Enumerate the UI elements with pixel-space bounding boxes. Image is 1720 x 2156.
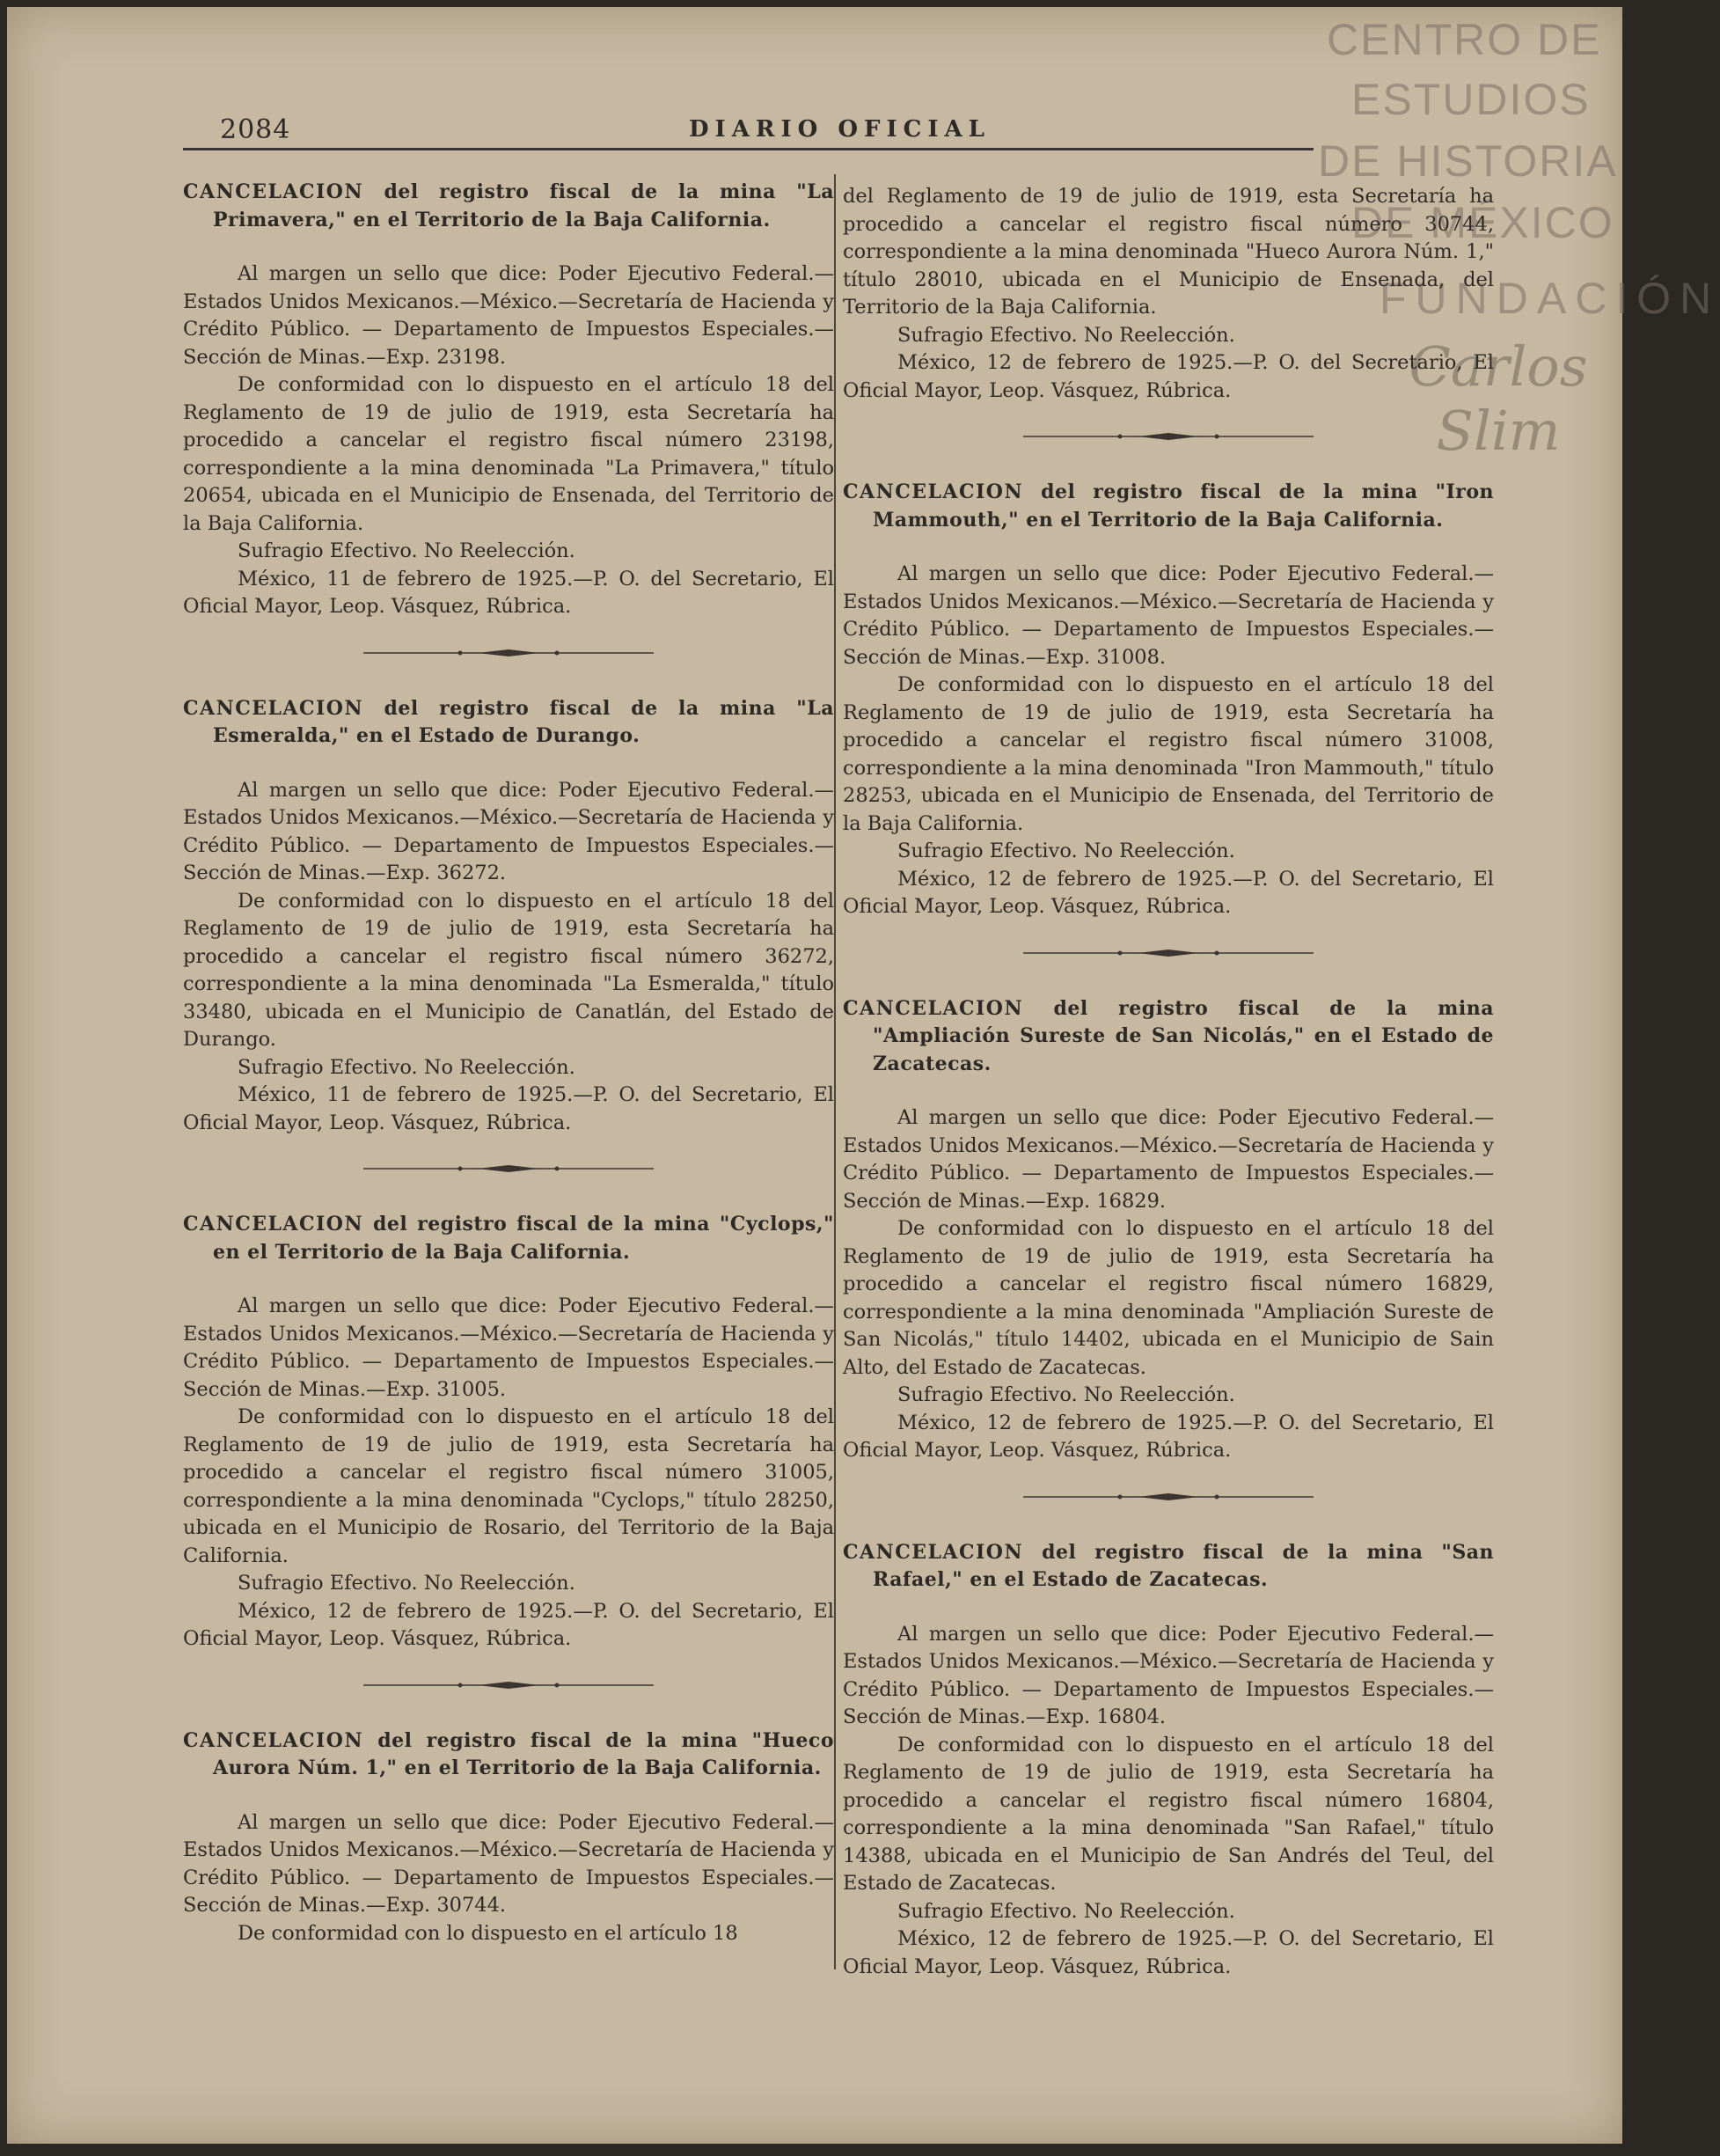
notice-body: De conformidad con lo dispuesto en el artículo 18 del Reglamento de 19 de julio de 1919, esta Secretaría ha procedido a cancelar el registro fiscal número 31005, correspondiente a la mina denominada "Cyclops," título 28250, ubicada en el Municipio de Rosario, del Territorio de la Baja California. xyxy=(183,1405,834,1567)
left-column xyxy=(183,179,834,1970)
notice-entry xyxy=(183,1727,834,1948)
notice-motto: Sufragio Efectivo. No Reelección. xyxy=(238,1572,575,1595)
notice-signature: México, 11 de febrero de 1925.—P. O. del Secretario, El Oficial Mayor, Leop. Vásquez, Rúbrica. xyxy=(183,567,834,618)
notice-stamp: Al margen un sello que dice: Poder Ejecutivo Federal.—Estados Unidos Mexicanos.—México.—Secretaría de Hacienda y Crédito Público. — Departamento de Impuestos Especiales.—Sección de Minas.—Exp. 30744. xyxy=(183,1810,834,1917)
watermark-signature: Carlos Slim xyxy=(1409,334,1588,463)
notice-body: De conformidad con lo dispuesto en el artículo 18 del Reglamento de 19 de julio de 1919, esta Secretaría ha procedido a cancelar el registro fiscal número 16804, correspondiente a la mina denominada "San Rafael," título 14388, ubicada en el Municipio de San Andrés del Teul, del Estado de Zacatecas. xyxy=(843,1733,1494,1895)
notice-stamp: Al margen un sello que dice: Poder Ejecutivo Federal.—Estados Unidos Mexicanos.—México.—Secretaría de Hacienda y Crédito Público. — Departamento de Impuestos Especiales.—Sección de Minas.—Exp. 31008. xyxy=(843,562,1494,669)
ornamental-separator xyxy=(1023,428,1314,445)
notice-motto: Sufragio Efectivo. No Reelección. xyxy=(897,323,1235,347)
ornamental-separator xyxy=(1023,1488,1314,1506)
ornamental-separator xyxy=(363,1676,654,1694)
right-column xyxy=(843,183,1494,2004)
notice-stamp: Al margen un sello que dice: Poder Ejecutivo Federal.—Estados Unidos Mexicanos.—México.—Secretaría de Hacienda y Crédito Público. — Departamento de Impuestos Especiales.—Sección de Minas.—Exp. 36272. xyxy=(183,778,834,884)
header-rule xyxy=(183,148,1314,150)
watermark-line-2: ESTUDIOS xyxy=(1351,75,1591,124)
notice-stamp: Al margen un sello que dice: Poder Ejecutivo Federal.—Estados Unidos Mexicanos.—México.—Secretaría de Hacienda y Crédito Público. — Departamento de Impuestos Especiales.—Sección de Minas.—Exp. 31005. xyxy=(183,1294,834,1401)
notice-motto: Sufragio Efectivo. No Reelección. xyxy=(238,1055,575,1079)
notice-entry-continued xyxy=(843,183,1494,405)
ornamental-separator xyxy=(1023,944,1314,962)
notice-title: CANCELACION del registro fiscal de la mina "Cyclops," en el Territorio de la Baja California. xyxy=(183,1213,834,1264)
ornamental-separator xyxy=(363,644,654,662)
watermark-line-1: CENTRO DE xyxy=(1327,15,1602,64)
notice-motto: Sufragio Efectivo. No Reelección. xyxy=(238,539,575,562)
notice-entry xyxy=(843,1539,1494,1982)
notice-entry xyxy=(843,995,1494,1465)
notice-stamp: Al margen un sello que dice: Poder Ejecutivo Federal.—Estados Unidos Mexicanos.—México.—Secretaría de Hacienda y Crédito Público. — Departamento de Impuestos Especiales.—Sección de Minas.—Exp. 23198. xyxy=(183,262,834,369)
watermark-foundation: FUNDACIÓN xyxy=(1380,274,1720,323)
notice-entry xyxy=(183,695,834,1138)
notice-entry xyxy=(183,179,834,621)
notice-body: De conformidad con lo dispuesto en el artículo 18 del Reglamento de 19 de julio de 1919, esta Secretaría ha procedido a cancelar el registro fiscal número 23198, correspondiente a la mina denominada "La Primavera," título 20654, ubicada en el Municipio de Ensenada, del Territorio de la Baja California. xyxy=(183,373,834,535)
watermark-line-4: DE MÉXICO xyxy=(1351,198,1614,247)
notice-title: CANCELACION del registro fiscal de la mina "Ampliación Sureste de San Nicolás," en el Estado de Zacatecas. xyxy=(843,996,1494,1075)
notice-signature: México, 12 de febrero de 1925.—P. O. del Secretario, El Oficial Mayor, Leop. Vásquez, Rúbrica. xyxy=(183,1599,834,1650)
newspaper-page xyxy=(7,7,1720,2144)
notice-title: CANCELACION del registro fiscal de la mina "La Esmeralda," en el Estado de Durango. xyxy=(183,696,834,747)
notice-signature: México, 12 de febrero de 1925.—P. O. del Secretario, El Oficial Mayor, Leop. Vásquez, Rúbrica. xyxy=(843,867,1494,918)
notice-body: De conformidad con lo dispuesto en el artículo 18 del Reglamento de 19 de julio de 1919, esta Secretaría ha procedido a cancelar el registro fiscal número 16829, correspondiente a la mina denominada "Ampliación Sureste de San Nicolás," título 14402, ubicada en el Municipio de Sain Alto, del Estado de Zacatecas. xyxy=(843,1217,1494,1379)
column-divider xyxy=(834,174,836,1969)
notice-motto: Sufragio Efectivo. No Reelección. xyxy=(897,840,1235,862)
notice-body: De conformidad con lo dispuesto en el artículo 18 del Reglamento de 19 de julio de 1919, esta Secretaría ha procedido a cancelar el registro fiscal número 31008, correspondiente a la mina denominada "Iron Mammouth," título 28253, ubicada en el Municipio de Ensenada, del Territorio de la Baja California. xyxy=(843,673,1494,835)
notice-motto: Sufragio Efectivo. No Reelección. xyxy=(897,1899,1235,1923)
page-number: 2084 xyxy=(220,114,291,145)
notice-entry xyxy=(183,1211,834,1654)
journal-title: DIARIO OFICIAL xyxy=(689,116,991,143)
notice-motto: Sufragio Efectivo. No Reelección. xyxy=(897,1383,1235,1406)
notice-signature: México, 11 de febrero de 1925.—P. O. del Secretario, El Oficial Mayor, Leop. Vásquez, Rúbrica. xyxy=(183,1083,834,1134)
notice-title: CANCELACION del registro fiscal de la mina "La Primavera," en el Territorio de la Baja California. xyxy=(183,180,834,231)
notice-stamp: Al margen un sello que dice: Poder Ejecutivo Federal.—Estados Unidos Mexicanos.—México.—Secretaría de Hacienda y Crédito Público. — Departamento de Impuestos Especiales.—Sección de Minas.—Exp. 16804. xyxy=(843,1622,1494,1728)
notice-title: CANCELACION del registro fiscal de la mina "Iron Mammouth," en el Territorio de la Baja California. xyxy=(843,480,1494,532)
notice-entry xyxy=(843,479,1494,921)
ornamental-separator xyxy=(363,1160,654,1177)
watermark-line-3: DE HISTORIA xyxy=(1318,136,1618,186)
notice-body-start: De conformidad con lo dispuesto en el artículo 18 xyxy=(238,1921,738,1945)
notice-title: CANCELACION del registro fiscal de la mina "Hueco Aurora Núm. 1," en el Territorio de la Baja California. xyxy=(183,1728,834,1779)
notice-signature: México, 12 de febrero de 1925.—P. O. del Secretario, El Oficial Mayor, Leop. Vásquez, Rúbrica. xyxy=(843,1411,1494,1462)
notice-body: De conformidad con lo dispuesto en el artículo 18 del Reglamento de 19 de julio de 1919, esta Secretaría ha procedido a cancelar el registro fiscal número 36272, correspondiente a la mina denominada "La Esmeralda," título 33480, ubicada en el Municipio de Canatlán, del Estado de Durango. xyxy=(183,889,834,1051)
notice-signature: México, 12 de febrero de 1925.—P. O. del Secretario, El Oficial Mayor, Leop. Vásquez, Rúbrica. xyxy=(843,1927,1494,1978)
notice-body-continued: del Reglamento de 19 de julio de 1919, esta Secretaría ha procedido a cancelar el registro fiscal número 30744, correspondiente a la mina denominada "Hueco Aurora Núm. 1," título 28010, ubicada en el Municipio de Ensenada, del Territorio de la Baja California. xyxy=(843,185,1494,319)
notice-title: CANCELACION del registro fiscal de la mina "San Rafael," en el Estado de Zacatecas. xyxy=(843,1540,1494,1591)
notice-stamp: Al margen un sello que dice: Poder Ejecutivo Federal.—Estados Unidos Mexicanos.—México.—Secretaría de Hacienda y Crédito Público. — Departamento de Impuestos Especiales.—Sección de Minas.—Exp. 16829. xyxy=(843,1106,1494,1213)
notice-signature: México, 12 de febrero de 1925.—P. O. del Secretario, El Oficial Mayor, Leop. Vásquez, Rúbrica. xyxy=(843,351,1494,402)
